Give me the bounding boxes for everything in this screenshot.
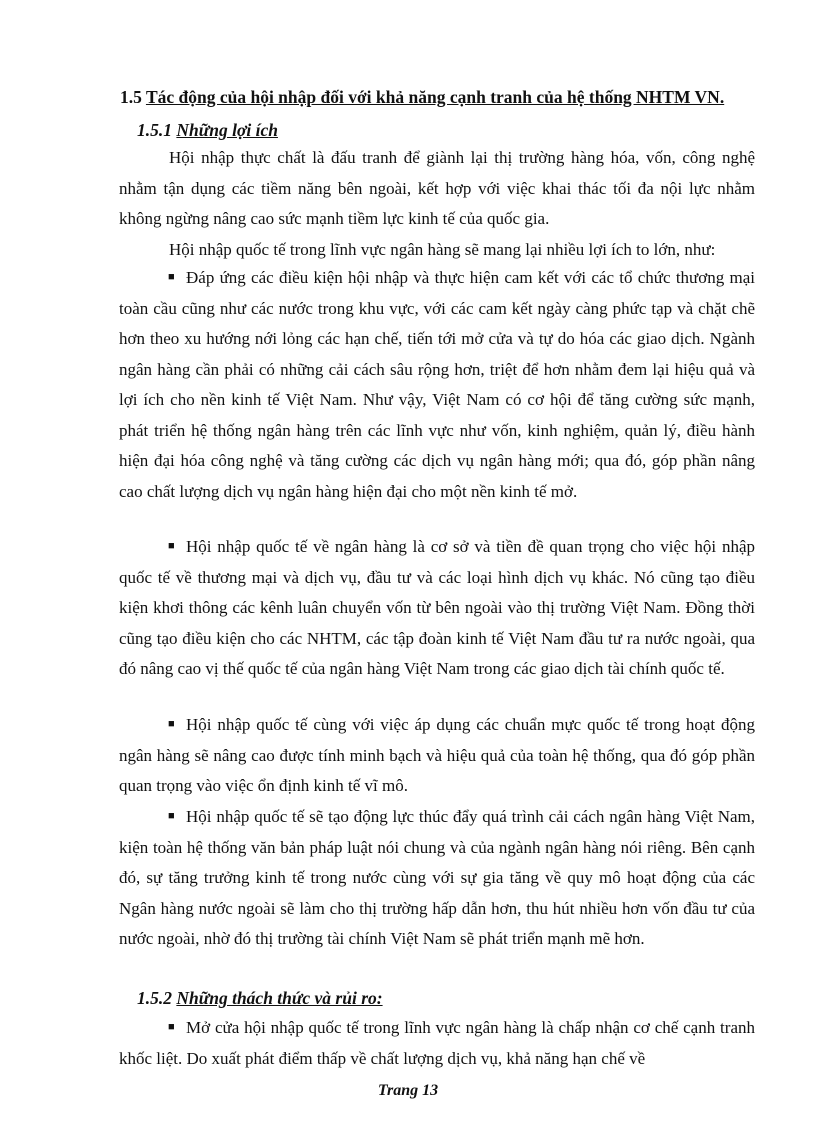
bullet-text: Hội nhập quốc tế cùng với việc áp dụng các chuẩn mực quốc tế trong hoạt động ngân hàng sẽ nâng cao được tính minh bạch và hiệu quả của toàn hệ thống, qua đó góp phần quan trọng vào việc ổn định kinh tế vĩ mô. <box>119 715 755 795</box>
bullet-item <box>119 262 755 507</box>
bullet-item <box>119 709 755 802</box>
bullet-square-icon: ■ <box>168 810 175 822</box>
bullet-item <box>119 801 755 955</box>
subsection-title: Những lợi ích <box>176 120 278 140</box>
section-heading <box>120 85 780 109</box>
paragraph-intro: Hội nhập thực chất là đấu tranh để giành lại thị trường hàng hóa, vốn, công nghệ nhằm tận dụng các tiềm năng bên ngoài, kết hợp với việc khai thác tối đa nội lực nhằm không ngừng nâng cao sức mạnh tiềm lực kinh tế của quốc gia. <box>119 148 755 228</box>
subsection-heading-challenges <box>137 986 383 1010</box>
bullet-square-icon: ■ <box>168 1021 175 1033</box>
bullet-square-icon: ■ <box>168 271 175 283</box>
paragraph-lead: Hội nhập quốc tế trong lĩnh vực ngân hàng sẽ mang lại nhiều lợi ích to lớn, như: <box>169 240 716 259</box>
bullet-item <box>119 531 755 685</box>
subsection-number: 1.5.1 <box>137 120 172 140</box>
subsection-heading-benefits <box>137 118 278 142</box>
bullet-text: Mở cửa hội nhập quốc tế trong lĩnh vực ngân hàng là chấp nhận cơ chế cạnh tranh khốc liệt. Do xuất phát điểm thấp về chất lượng dịch vụ, khả năng hạn chế về <box>119 1018 755 1068</box>
bullet-text: Đáp ứng các điều kiện hội nhập và thực hiện cam kết với các tổ chức thương mại toàn cầu cũng như các nước trong khu vực, với các cam kết ngày càng phức tạp và chặt chẽ hơn theo xu hướng nới lỏng các hạn chế, tiến tới mở cửa và tự do hóa các giao dịch. Ngành ngân hàng cần phải có những cải cách sâu rộng hơn, triệt để hơn nhằm đem lại hiệu quả và lợi ích cho nền kinh tế Việt Nam. Như vậy, Việt Nam có cơ hội để tăng cường sức mạnh, phát triển hệ thống ngân hàng trên các lĩnh vực như vốn, kinh nghiệm, quản lý, điều hành hiện đại hóa công nghệ và tăng cường các dịch vụ ngân hàng mới; qua đó, góp phần nâng cao chất lượng dịch vụ ngân hàng hiện đại cho một nền kinh tế mở. <box>119 268 755 501</box>
section-title: Tác động của hội nhập đối với khả năng cạnh tranh của hệ thống NHTM VN. <box>145 87 725 107</box>
subsection-number: 1.5.2 <box>137 988 172 1008</box>
page-number: Trang 13 <box>377 1082 439 1099</box>
bullet-square-icon: ■ <box>168 540 175 552</box>
subsection-title: Những thách thức và rủi ro: <box>176 988 383 1008</box>
bullet-text: Hội nhập quốc tế về ngân hàng là cơ sở và tiền đề quan trọng cho việc hội nhập quốc tế về thương mại và dịch vụ, đầu tư và các loại hình dịch vụ khác. Nó cũng tạo điều kiện khơi thông các kênh luân chuyển vốn từ bên ngoài vào thị trường Việt Nam. Đồng thời cũng tạo điều kiện cho các NHTM, các tập đoàn kinh tế Việt Nam đầu tư ra nước ngoài, qua đó nâng cao vị thế quốc tế của ngân hàng Việt Nam trong các giao dịch tài chính quốc tế. <box>119 537 755 678</box>
section-number: 1.5 <box>120 87 142 107</box>
bullet-item <box>119 1012 755 1074</box>
bullet-square-icon: ■ <box>168 718 175 730</box>
bullet-text: Hội nhập quốc tế sẽ tạo động lực thúc đẩy quá trình cải cách ngân hàng Việt Nam, kiện toàn hệ thống văn bản pháp luật nói chung và của ngành ngân hàng nói riêng. Bên cạnh đó, sự tăng trưởng kinh tế trong nước cùng với sự gia tăng về quy mô hoạt động của các Ngân hàng nước ngoài sẽ làm cho thị trường hấp dẫn hơn, thu hút nhiều hơn vốn đầu tư của nước ngoài, nhờ đó thị trường tài chính Việt Nam sẽ phát triển mạnh mẽ hơn. <box>119 807 755 948</box>
